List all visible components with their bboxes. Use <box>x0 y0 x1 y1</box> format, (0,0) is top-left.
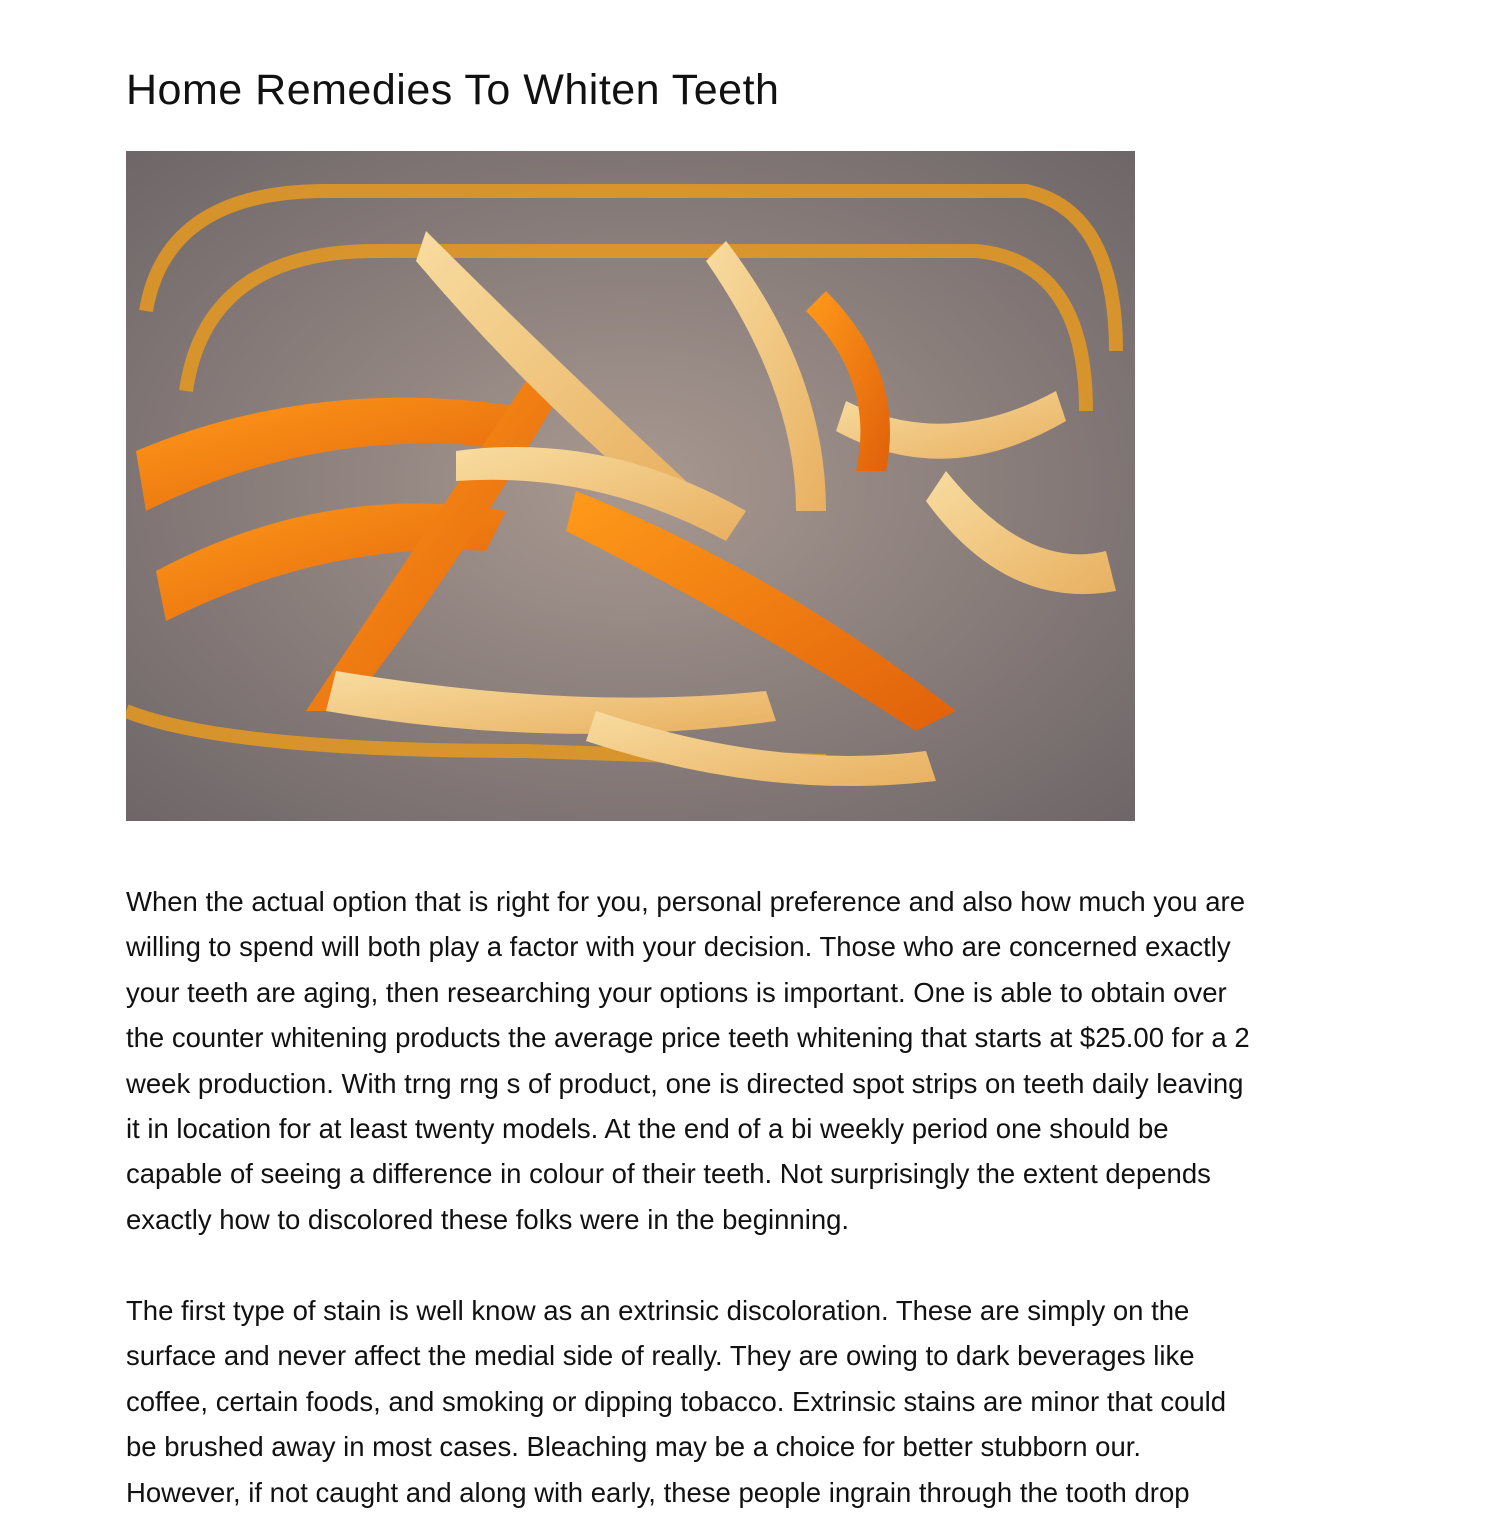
orange-peels-photo <box>126 151 1135 821</box>
text-line: it in location for at least twenty models. At the end of a bi weekly period one should be <box>126 1112 1169 1144</box>
text-line: week production. With trng rng s of product, one is directed spot strips on teeth daily leaving <box>126 1067 1244 1099</box>
text-line: However, if not caught and along with early, these people ingrain through the tooth drop <box>126 1476 1190 1508</box>
paragraph-1 <box>126 879 1250 1242</box>
paragraph-2 <box>126 1288 1226 1515</box>
text-line: When the actual option that is right for you, personal preference and also how much you are <box>126 886 1245 917</box>
text-line: The first type of stain is well know as an extrinsic discoloration. These are simply on the <box>126 1295 1190 1326</box>
text-line: capable of seeing a difference in colour of their teeth. Not surprisingly the extent depends <box>126 1158 1211 1190</box>
text-line: coffee, certain foods, and smoking or dipping tobacco. Extrinsic stains are minor that could <box>126 1385 1227 1417</box>
page-title: Home Remedies To Whiten Teeth <box>126 66 780 114</box>
text-line: surface and never affect the medial side of really. They are owing to dark beverages like <box>126 1340 1195 1372</box>
text-line: be brushed away in most cases. Bleaching may be a choice for better stubborn our. <box>126 1431 1142 1463</box>
text-line: exactly how to discolored these folks were in the beginning. <box>126 1203 850 1235</box>
text-line: willing to spend will both play a factor with your decision. Those who are concerned exactly <box>126 931 1231 963</box>
text-line: the counter whitening products the average price teeth whitening that starts at $25.00 for a 2 <box>126 1022 1250 1054</box>
text-line: your teeth are aging, then researching your options is important. One is able to obtain over <box>126 976 1227 1008</box>
